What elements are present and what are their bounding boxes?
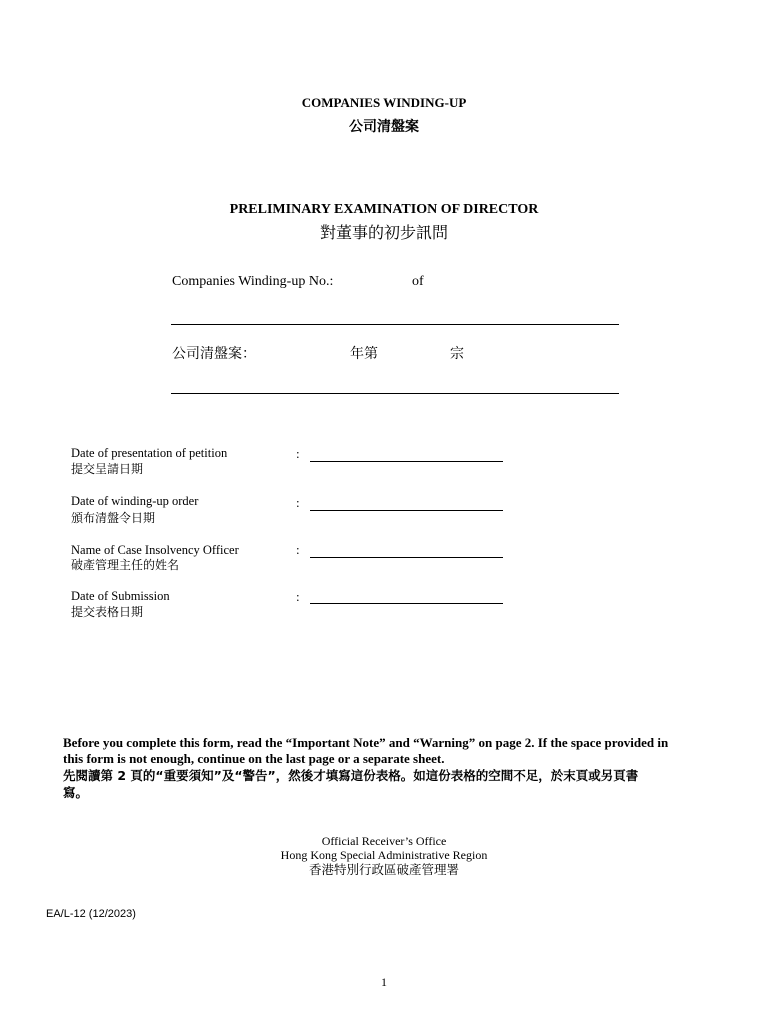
case-insolvency-officer-input[interactable]: [310, 557, 503, 558]
field-colon: :: [296, 495, 300, 510]
form-code: EA/L-12 (12/2023): [46, 908, 136, 920]
case-number-label-zh: 公司清盤案：: [172, 346, 256, 362]
case-number-line-zh[interactable]: [171, 393, 619, 394]
field-colon: :: [296, 589, 300, 604]
field-label-zh: 提交呈請日期: [71, 462, 144, 476]
important-note-zh: 先閱讀第 2 頁的“重要須知”及“警告”，然後才填寫這份表格。如這份表格的空間不足，於末頁或另頁書寫。: [63, 768, 639, 800]
field-label: Name of Case Insolvency Officer: [71, 543, 239, 557]
field-label-zh: 頒布清盤令日期: [71, 511, 156, 525]
office-name: Official Receiver’s Office: [321, 834, 447, 848]
office-name-zh: 香港特別行政區破產管理署: [308, 862, 459, 877]
field-label-zh: 破產管理主任的姓名: [71, 558, 180, 572]
title-companies-winding-up-zh: 公司清盤案: [349, 119, 419, 135]
field-label: Date of presentation of petition: [71, 446, 228, 460]
form-title-zh: 對董事的初步訊問: [319, 223, 448, 242]
field-label-zh: 提交表格日期: [71, 605, 144, 619]
form-title: PRELIMINARY EXAMINATION OF DIRECTOR: [229, 202, 539, 217]
important-note-en: Before you complete this form, read the “Important Note” and “Warning” on page 2. If the space provided in this form is not enough, continue on the last page or a separate sheet.: [63, 735, 669, 766]
field-colon: :: [296, 542, 300, 557]
submission-date-input[interactable]: [310, 603, 503, 604]
petition-date-input[interactable]: [310, 461, 503, 462]
region-name: Hong Kong Special Administrative Region: [280, 848, 488, 862]
case-number-suffix-zh: 宗: [450, 346, 464, 362]
page-number: 1: [381, 975, 387, 989]
case-number-of-label: of: [412, 274, 424, 289]
field-colon: :: [296, 446, 300, 461]
field-label: Date of Submission: [71, 589, 170, 603]
case-year-label-zh: 年第: [350, 346, 378, 362]
case-number-line[interactable]: [171, 324, 619, 325]
case-number-label: Companies Winding-up No.:: [172, 274, 334, 289]
field-label: Date of winding-up order: [71, 494, 199, 508]
title-companies-winding-up: COMPANIES WINDING-UP: [301, 95, 467, 110]
winding-up-order-date-input[interactable]: [310, 510, 503, 511]
